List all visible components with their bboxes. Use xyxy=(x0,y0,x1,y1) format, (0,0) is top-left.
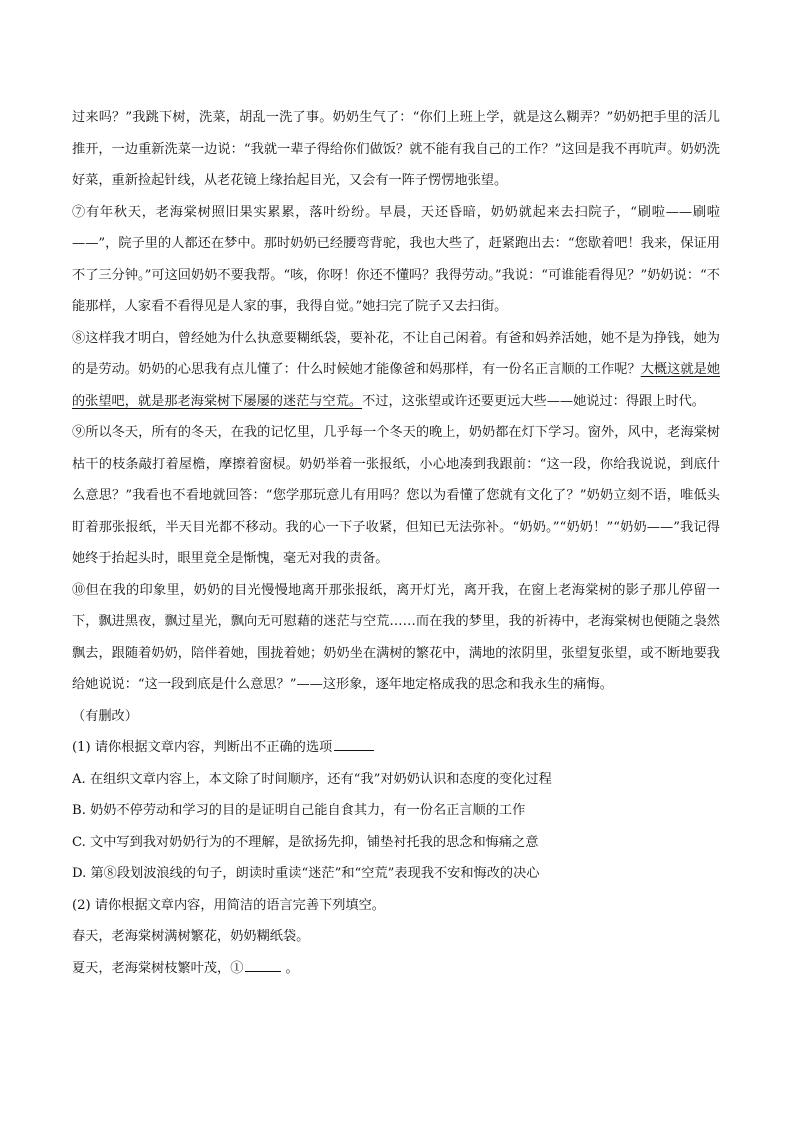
question-2-spring: 春天，老海棠树满树繁花，奶奶糊纸袋。 xyxy=(72,929,310,944)
underlined-sentence: 大概这就是她的张望吧，就是那老海棠树下屡屡的迷茫与空荒。 xyxy=(72,362,721,409)
option-d: D. 第⑧段划波浪线的句子，朗读时重读“迷茫”和“空荒”表现我不安和悔改的决心 xyxy=(72,866,540,881)
paragraph-10: ⑩但在我的印象里，奶奶的目光慢慢地离开那张报纸，离开灯光，离开我，在窗上老海棠树的影子那儿停留一下，飘进黑夜，飘过星光，飘向无可慰藉的迷茫与空荒……而在我的梦里，我的祈祷中，老海棠树也便随之袅然飘去，跟随着奶奶，陪伴着她，围拢着她；奶奶坐在满树的繁花中，满地的浓阴里，张望复张望，或不断地要我给她说说：“这一段到底是什么意思？”——这形象，逐年地定格成我的思念和我永生的痛悔。 xyxy=(72,582,720,692)
option-a: A. 在组织文章内容上，本文除了时间顺序，还有“我”对奶奶认识和态度的变化过程 xyxy=(72,771,552,787)
paragraph-8 xyxy=(72,323,720,418)
question-2-summer xyxy=(72,953,720,985)
paragraph-8-tail: 不过，这张望或许还要更远大些——她说过：得跟上时代。 xyxy=(362,393,705,409)
document-content xyxy=(72,102,720,984)
answer-blank-1[interactable] xyxy=(245,970,281,972)
question-1-stem: (1) 请你根据文章内容，判断出不正确的选项 xyxy=(72,740,333,755)
paragraph-9: ⑨所以冬天，所有的冬天，在我的记忆里，几乎每一个冬天的晚上，奶奶都在灯下学习。窗外，风中，老海棠树枯干的枝条敲打着屋檐，摩擦着窗棂。奶奶举着一张报纸，小心地凑到我跟前：“这一段，你给我说说，到底什么意思？”我看也不看地就回答：“您学那玩意儿有用吗？您以为看懂了您就有文化了？”奶奶立刻不语，唯低头盯着那张报纸，半天目光都不移动。我的心一下子收紧，但知已无法弥补。“奶奶。”“奶奶！”“奶奶——”我记得她终于抬起头时，眼里竟全是惭愧，毫无对我的责备。 xyxy=(72,425,720,566)
answer-blank[interactable] xyxy=(334,749,374,751)
question-2-summer-text: 夏天，老海棠树枝繁叶茂，① xyxy=(72,960,244,976)
source-note: （有删改） xyxy=(72,708,138,724)
paragraph-6-tail: 过来吗？”我跳下树，洗菜，胡乱一洗了事。奶奶生气了：“你们上班上学，就是这么糊弄？”奶奶把手里的活儿推开，一边重新洗菜一边说：“我就一辈子得给你们做饭？就不能有我自己的工作？”这回是我不再吭声。奶奶洗好菜，重新捡起针线，从老花镜上缘抬起目光，又会有一阵子愣愣地张望。 xyxy=(72,110,720,188)
question-1 xyxy=(72,732,720,764)
paragraph-8-text: ⑧这样我才明白，曾经她为什么执意要糊纸袋，要补花，不让自己闲着。有爸和妈养活她，她不是为挣钱，她为的是劳动。奶奶的心思我有点儿懂了：什么时候她才能像爸和妈那样，有一份名正言顺的工作呢？ xyxy=(72,330,720,377)
option-c: C. 文中写到我对奶奶行为的不理解，是欲扬先抑，铺垫衬托我的思念和悔痛之意 xyxy=(72,834,539,850)
question-2-summer-end: 。 xyxy=(285,960,299,976)
option-b: B. 奶奶不停劳动和学习的目的是证明自己能自食其力，有一份名正言顺的工作 xyxy=(72,803,526,818)
paragraph-7: ⑦有年秋天，老海棠树照旧果实累累，落叶纷纷。早晨，天还昏暗，奶奶就起来去扫院子，“刷啦——刷啦——”，院子里的人都还在梦中。那时奶奶已经腰弯背驼，我也大些了，赶紧跑出去：“您歇着吧！我来，保证用不了三分钟。”可这回奶奶不要我帮。“咳，你呀！你还不懂吗？我得劳动。”我说：“可谁能看得见？”奶奶说：“不能那样，人家看不看得见是人家的事，我得自觉。”她扫完了院子又去扫街。 xyxy=(72,204,720,314)
question-2: (2) 请你根据文章内容，用简洁的语言完善下列填空。 xyxy=(72,897,385,913)
